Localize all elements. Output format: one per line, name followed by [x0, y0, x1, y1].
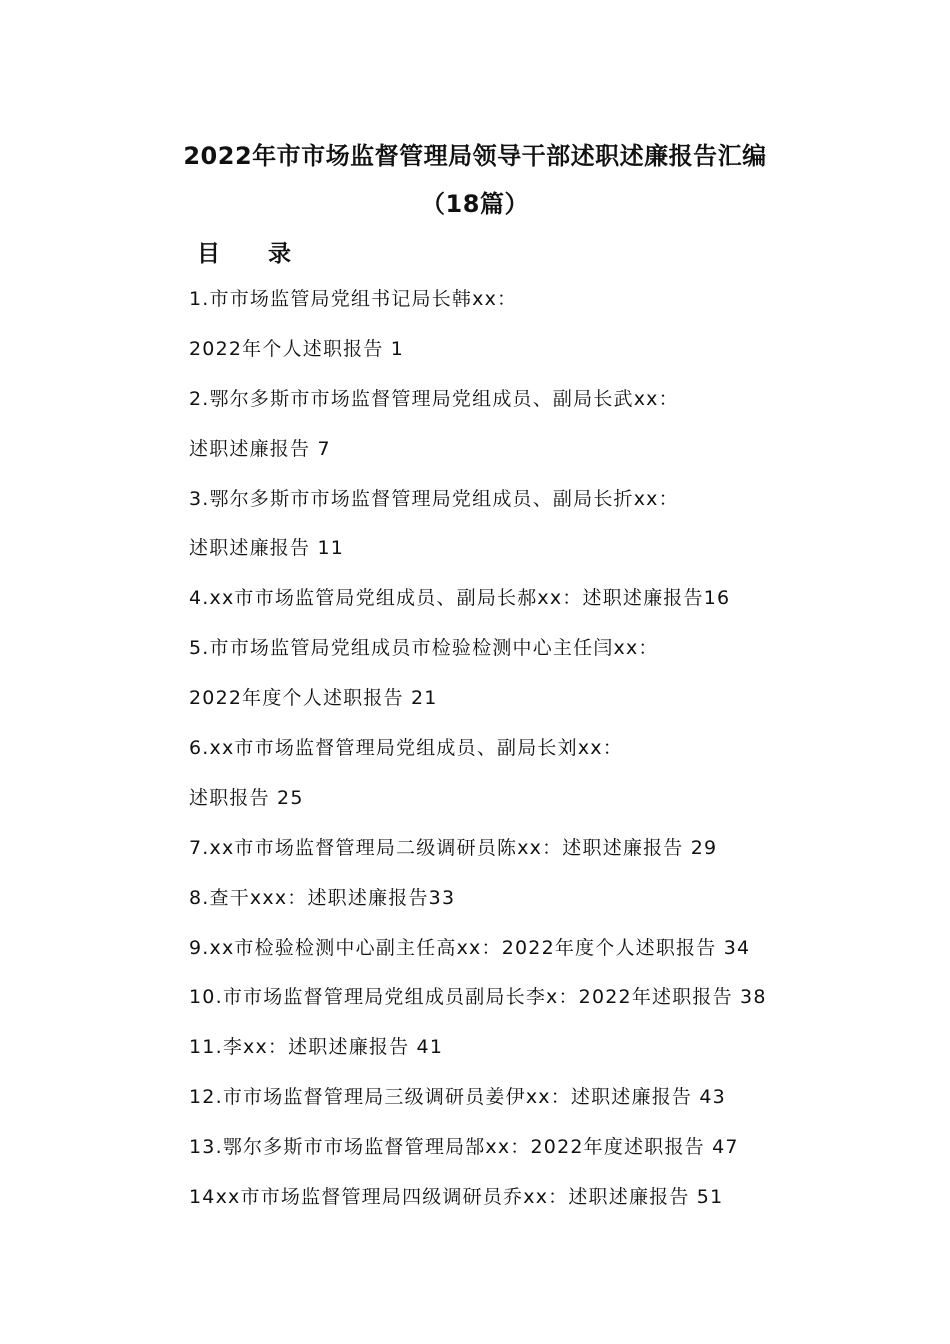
toc-line: 2022年个人述职报告 1	[189, 337, 405, 360]
toc-line: 述职述廉报告 11	[189, 537, 345, 560]
toc-line: 5.市市场监管局党组成员市检验检测中心主任闫xx：	[189, 637, 659, 660]
table-of-contents	[189, 284, 767, 1232]
toc-line: 述职报告 25	[189, 786, 304, 809]
toc-line: 10.市市场监督管理局党组成员副局长李x：2022年述职报告 38	[189, 986, 767, 1009]
toc-line: 14xx市市场监督管理局四级调研员乔xx：述职述廉报告 51	[189, 1186, 724, 1209]
toc-line: 2.鄂尔多斯市市场监督管理局党组成员、副局长武xx：	[189, 387, 679, 410]
toc-line: 11.李xx：述职述廉报告 41	[189, 1036, 444, 1059]
toc-line: 13.鄂尔多斯市市场监督管理局郜xx：2022年度述职报告 47	[189, 1136, 739, 1159]
toc-line: 2022年度个人述职报告 21	[189, 687, 438, 710]
toc-line: 4.xx市市场监管局党组成员、副局长郝xx：述职述廉报告16	[189, 587, 731, 610]
toc-line: 6.xx市市场监督管理局党组成员、副局长刘xx：	[189, 737, 623, 760]
toc-line: 述职述廉报告 7	[189, 437, 331, 460]
toc-line: 8.查干xxx：述职述廉报告33	[189, 886, 456, 909]
toc-heading: 目 录	[197, 241, 312, 267]
document-subtitle: （18篇）	[421, 190, 529, 218]
toc-line: 9.xx市检验检测中心副主任高xx：2022年度个人述职报告 34	[189, 936, 751, 959]
toc-line: 7.xx市市场监督管理局二级调研员陈xx：述职述廉报告 29	[189, 836, 718, 859]
toc-line: 3.鄂尔多斯市市场监督管理局党组成员、副局长折xx：	[189, 487, 679, 510]
document-title: 2022年市市场监督管理局领导干部述职述廉报告汇编	[183, 142, 767, 170]
toc-line: 1.市市场监管局党组书记局长韩xx：	[189, 288, 518, 310]
toc-line: 12.市市场监督管理局三级调研员姜伊xx：述职述廉报告 43	[189, 1086, 726, 1109]
